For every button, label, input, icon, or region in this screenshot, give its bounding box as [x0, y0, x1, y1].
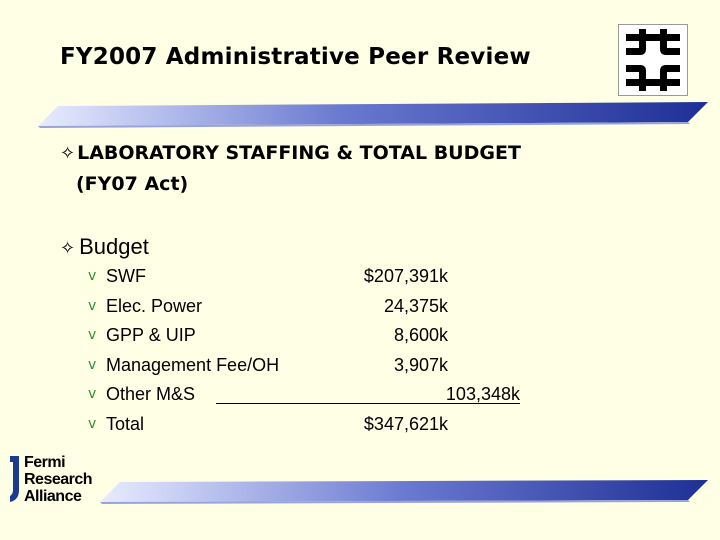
- heading-line-1: LABORATORY STAFFING & TOTAL BUDGET: [77, 142, 521, 164]
- budget-item-value: $207,391k: [363, 266, 448, 286]
- budget-row-management-fee: [88, 355, 528, 385]
- budget-row-swf: [88, 266, 528, 296]
- budget-item-label: GPP & UIP: [106, 325, 196, 345]
- check-bullet-icon: v: [88, 327, 97, 343]
- budget-item-value: 3,907k: [393, 354, 448, 375]
- budget-item-value: 24,375k: [383, 295, 448, 316]
- budget-row-elec-power: [88, 296, 528, 326]
- check-bullet-icon: v: [88, 356, 97, 373]
- diamond-star-bullet-icon: ✧: [60, 238, 76, 258]
- budget-item-value: $347,621k: [363, 413, 448, 434]
- budget-item-label: Elec. Power: [106, 295, 203, 316]
- fermilab-logo: [618, 24, 688, 96]
- budget-row-other-ms: [88, 384, 528, 414]
- budget-item-label: SWF: [106, 266, 146, 286]
- budget-list: [88, 266, 528, 443]
- check-bullet-icon: v: [88, 386, 97, 402]
- slide-title: FY2007 Administrative Peer Review: [60, 44, 531, 70]
- footer-divider-bar: [0, 478, 720, 508]
- heading-line-2: (FY07 Act): [76, 173, 189, 195]
- fermilab-logo-icon: [619, 25, 687, 95]
- budget-item-value: 8,600k: [393, 325, 448, 345]
- diamond-star-bullet-icon: ✧: [60, 143, 76, 164]
- budget-item-label: Management Fee/OH: [106, 354, 280, 375]
- section-heading: [60, 138, 521, 199]
- budget-row-total: [88, 414, 528, 444]
- check-bullet-icon: v: [88, 268, 97, 284]
- check-bullet-icon: v: [88, 297, 97, 314]
- budget-heading: [60, 234, 149, 260]
- budget-row-gpp-uip: [88, 325, 528, 355]
- budget-label: Budget: [79, 234, 149, 259]
- budget-item-label: Other M&S: [106, 384, 196, 404]
- fermi-research-alliance-logo-text: Fermi Research Alliance: [24, 454, 93, 505]
- budget-item-value: 103,348k: [445, 384, 520, 404]
- header-divider-bar: [0, 100, 720, 130]
- check-bullet-icon: v: [88, 415, 97, 432]
- budget-item-label: Total: [106, 413, 145, 434]
